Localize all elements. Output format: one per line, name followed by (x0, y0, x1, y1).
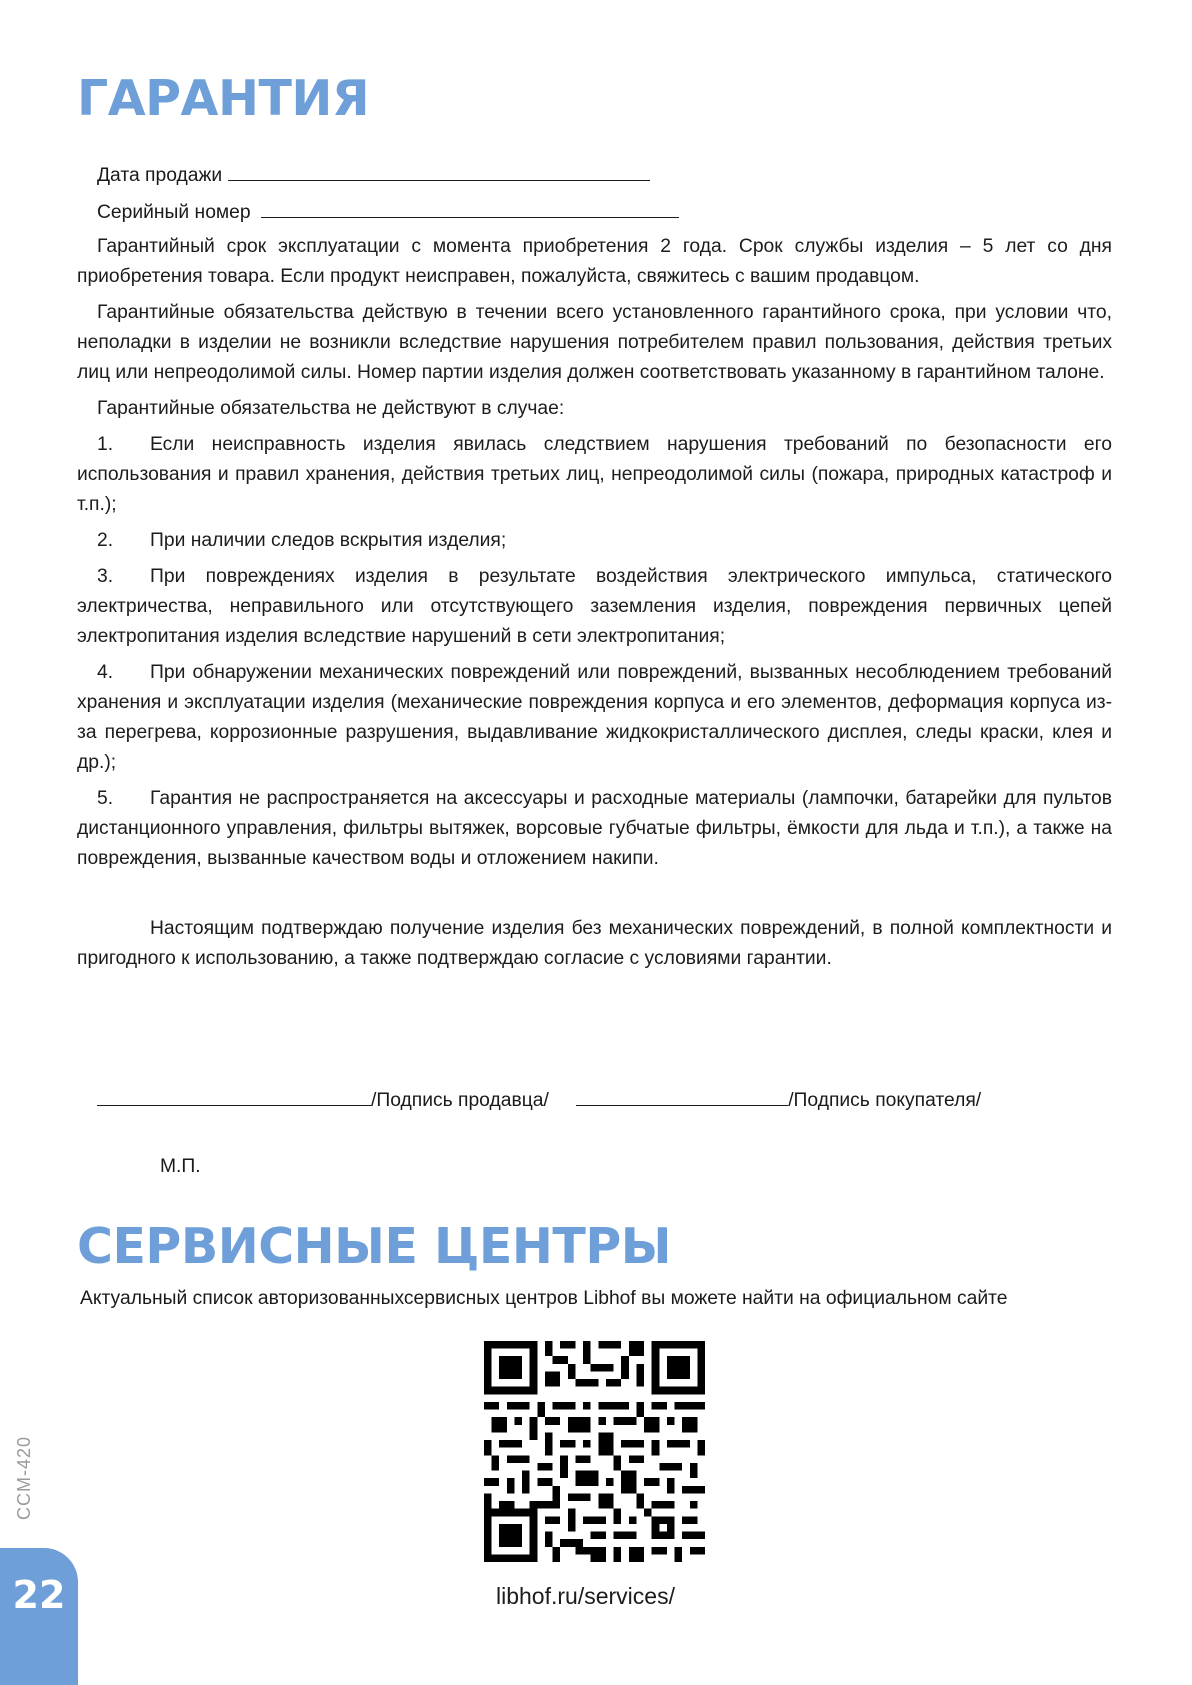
serial-number-line (261, 195, 679, 218)
stamp-placeholder: М.П. (160, 1156, 201, 1177)
exclusion-item: 4. При обнаружении механических повреждений или повреждений, вызванных несоблюдением требований хранения и эксплуатации изделия (механические повреждения корпуса и его элементов, деформация корпуса из-за перегрева, коррозионные разрушения, выдавливание жидкокристаллического дисплея, следы краски, клея и др.); (77, 662, 1112, 773)
service-centers-url[interactable]: libhof.ru/services/ (496, 1583, 675, 1609)
buyer-signature-label: /Подпись покупателя/ (788, 1090, 982, 1111)
exclusion-item: 5. Гарантия не распространяется на аксессуары и расходные материалы (лампочки, батарейки для пультов дистанционного управления, фильтры вытяжек, ворсовые губчатые фильтры, ёмкости для льда и т.п.), а также на повреждения, вызванные качеством воды и отложением накипи. (77, 788, 1112, 869)
sale-date-field (97, 158, 650, 191)
sale-date-line (228, 158, 650, 181)
warranty-exclusions-intro: Гарантийные обязательства не действуют в случае: (97, 398, 565, 419)
qr-code-icon[interactable] (484, 1341, 705, 1562)
exclusion-item: 3. При повреждениях изделия в результате воздействия электрического импульса, статического электричества, неправильного или отсутствующего заземления изделия, повреждения первичных цепей электропитания изделия вследствие нарушений в сети электропитания; (77, 566, 1112, 647)
service-centers-title: СЕРВИСНЫЕ ЦЕНТРЫ (77, 1218, 672, 1275)
seller-signature-line (97, 1083, 371, 1106)
signature-row (97, 1083, 981, 1116)
warranty-term-paragraph: Гарантийный срок эксплуатации с момента приобретения 2 года. Срок службы изделия – 5 лет со дня приобретения товара. Если продукт неисправен, пожалуйста, свяжитесь с вашим продавцом. (77, 236, 1112, 287)
page-number: 22 (12, 1573, 66, 1617)
confirmation-paragraph: Настоящим подтверждаю получение изделия без механических повреждений, в полной комплектности и пригодного к использованию, а также подтверждаю согласие с условиями гарантии. (77, 918, 1112, 969)
seller-signature-label: /Подпись продавца/ (371, 1090, 549, 1111)
sale-date-label: Дата продажи (97, 165, 223, 186)
buyer-signature-line (576, 1083, 788, 1106)
exclusion-item: 2. При наличии следов вскрытия изделия; (97, 530, 507, 551)
model-label: CCM-420 (14, 1435, 34, 1520)
exclusion-item: 1. Если неисправность изделия явилась следствием нарушения требований по безопасности его использования и правил хранения, действия третьих лиц, непреодолимой силы (пожара, природных катастроф и т.п.); (77, 434, 1112, 515)
service-centers-text: Актуальный список авторизованныхсервисных центров Libhof вы можете найти на официальном сайте (80, 1288, 1008, 1309)
warranty-title: ГАРАНТИЯ (77, 70, 370, 127)
serial-number-label: Серийный номер (97, 202, 251, 223)
warranty-body (77, 232, 1112, 980)
serial-number-field (97, 195, 679, 228)
warranty-obligations-paragraph: Гарантийные обязательства действую в течении всего установленного гарантийного срока, при условии что, неполадки в изделии не возникли вследствие нарушения потребителем правил пользования, действия третьих лиц или непреодолимой силы. Номер партии изделия должен соответствовать указанному в гарантийном талоне. (77, 302, 1112, 383)
